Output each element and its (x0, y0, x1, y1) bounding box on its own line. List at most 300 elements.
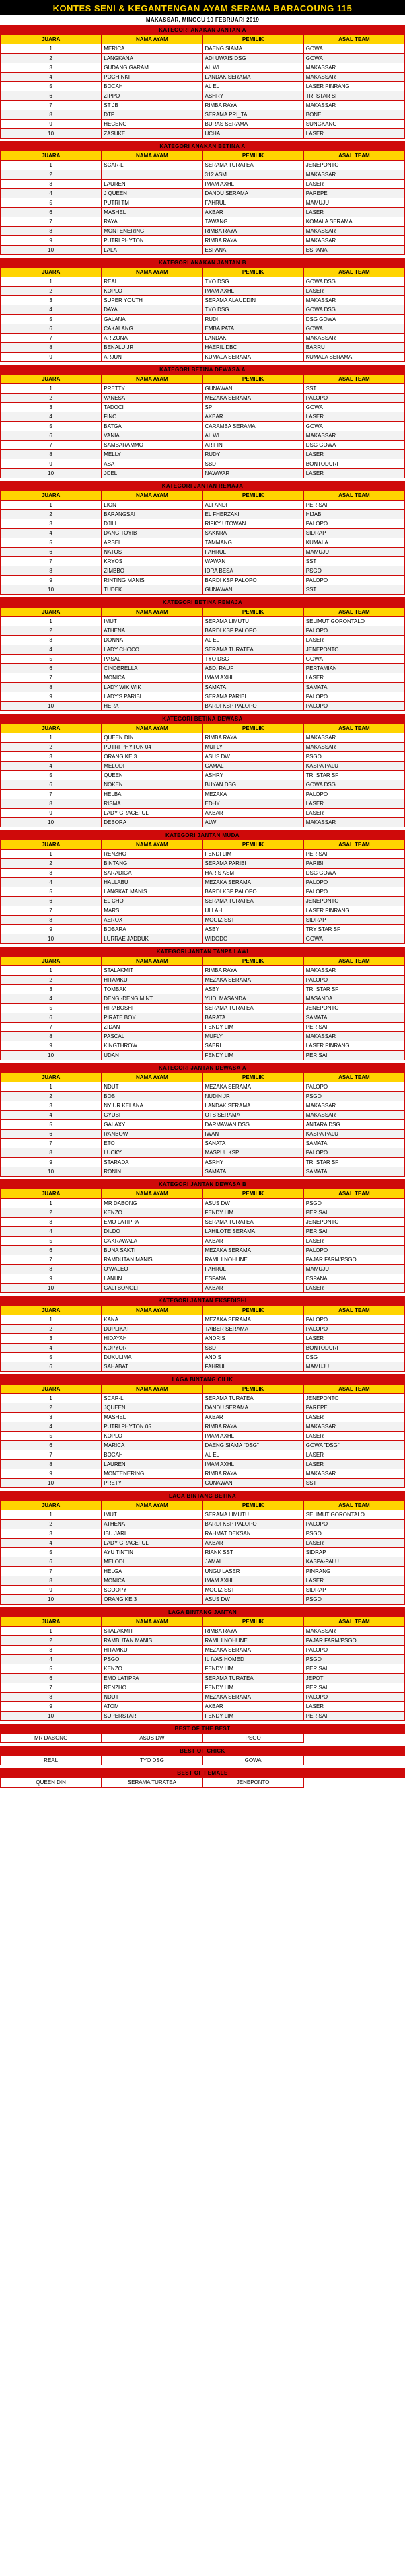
table-row (1, 1004, 405, 1013)
team-cell: SELIMUT GORONTALO (303, 617, 404, 626)
owner-cell: SERAMA ALAUDDIN (202, 296, 303, 305)
chicken-name-cell: PUTRI PHYTON 04 (102, 743, 202, 752)
owner-cell: SERAMA TURATEA (202, 645, 303, 655)
chicken-name-cell: BOCAH (102, 1450, 202, 1460)
owner-cell: AKBAR (202, 1413, 303, 1422)
column-header-0: JUARA (1, 268, 102, 277)
rank-cell: 10 (1, 1051, 102, 1060)
chicken-name-cell: PRETY (102, 1479, 202, 1488)
team-cell: MAKASSAR (303, 743, 404, 752)
table-row (1, 1664, 405, 1674)
team-cell: TRI STAR SF (303, 771, 404, 780)
owner-cell: SERAMA TURATEA (102, 1778, 202, 1788)
team-cell: KASPA PALU (303, 762, 404, 771)
category-header-row (1, 1064, 405, 1073)
table-row (1, 1432, 405, 1441)
team-cell: PARIBI (303, 859, 404, 869)
chicken-name-cell: KOPLO (102, 287, 202, 296)
team-cell: PALOPO (303, 702, 404, 711)
rank-cell: 5 (1, 1353, 102, 1362)
table-row (1, 1284, 405, 1293)
owner-cell: AKBAR (202, 1702, 303, 1712)
team-cell: PSGO (303, 1199, 404, 1208)
team-cell: JENEPONTO (303, 645, 404, 655)
rank-cell: 3 (1, 1529, 102, 1539)
team-cell: PSGO (303, 752, 404, 762)
chicken-name-cell: SUPERSTAR (102, 1712, 202, 1721)
chicken-name-cell: MONTENERING (102, 227, 202, 236)
table-row (1, 324, 405, 334)
chicken-name-cell: EL CHO (102, 897, 202, 906)
rank-cell: 8 (1, 916, 102, 925)
rank-cell: 7 (1, 557, 102, 566)
chicken-name-cell: MASHEL (102, 1413, 202, 1422)
owner-cell: FENDY LIM (202, 1683, 303, 1693)
rank-cell: 9 (1, 1041, 102, 1051)
rank-cell: 3 (1, 63, 102, 73)
rank-cell: 1 (1, 1394, 102, 1403)
table-row (1, 277, 405, 287)
table-row (1, 702, 405, 711)
team-cell: MAKASSAR (303, 1032, 404, 1041)
chicken-name-cell: LADY CHOCO (102, 645, 202, 655)
table-row (1, 82, 405, 91)
team-cell: MAKASSAR (303, 1111, 404, 1120)
table-row (1, 1413, 405, 1422)
table-row (1, 897, 405, 906)
rank-cell: 2 (1, 1092, 102, 1101)
column-header-0: JUARA (1, 1385, 102, 1394)
rank-cell: 10 (1, 934, 102, 944)
team-cell: PAJAR FARM/PSGO (303, 1636, 404, 1646)
column-header-1: NAMA AYAM (102, 1501, 202, 1510)
rank-cell: 4 (1, 1227, 102, 1237)
chicken-name-cell: ORANG KE 3 (102, 1595, 202, 1605)
chicken-name-cell: RENZHO (102, 850, 202, 859)
owner-cell: IMAM AXHL (202, 180, 303, 189)
column-header-2: PEMILIK (202, 1306, 303, 1315)
table-row (1, 673, 405, 683)
owner-cell: AKBAR (202, 1539, 303, 1548)
table-row (1, 334, 405, 343)
owner-cell: BARDI KSP PALOPO (202, 1520, 303, 1529)
rank-cell: 10 (1, 818, 102, 827)
category-title: BEST OF FEMALE (1, 1769, 405, 1778)
owner-cell: MEZAKA (202, 790, 303, 799)
chicken-name-cell: O'WALEO (102, 1265, 202, 1274)
owner-cell: OTS SERAMA (202, 1111, 303, 1120)
column-header-row (1, 268, 405, 277)
column-header-3: ASAL TEAM (303, 491, 404, 501)
team-cell: KASPA PALU (303, 1130, 404, 1139)
category-table (0, 1063, 405, 1177)
table-row (1, 934, 405, 944)
rank-cell: 10 (1, 585, 102, 595)
chicken-name-cell: LALA (102, 246, 202, 255)
category-title: KATEGORI JANTAN TANPA LAWI (1, 947, 405, 957)
table-row (1, 1092, 405, 1101)
rank-cell: 4 (1, 189, 102, 198)
category-title: KATEGORI JANTAN EKSEDISHI (1, 1296, 405, 1306)
owner-cell: FENDY LIM (202, 1208, 303, 1218)
owner-cell: FENDY LIM (202, 1051, 303, 1060)
chicken-name-cell: NDUT (102, 1693, 202, 1702)
table-row (1, 1422, 405, 1432)
chicken-name-cell: RONIN (102, 1167, 202, 1177)
chicken-name-cell: PUTRI PHYTON 05 (102, 1422, 202, 1432)
category-header-row (1, 1296, 405, 1306)
team-cell: PALOPO (303, 887, 404, 897)
owner-cell: MEZAKA SERAMA (202, 394, 303, 403)
owner-cell: AL WI (202, 63, 303, 73)
category-header-row (1, 365, 405, 375)
column-header-3: ASAL TEAM (303, 724, 404, 733)
rank-cell: 5 (1, 1432, 102, 1441)
chicken-name-cell: SARADIGA (102, 869, 202, 878)
table-row (1, 733, 405, 743)
category-table (0, 25, 405, 139)
table-row (1, 1567, 405, 1576)
column-header-2: PEMILIK (202, 375, 303, 384)
table-row (1, 655, 405, 664)
team-cell: PALOPO (303, 1693, 404, 1702)
owner-cell: RAML I NOHUNE (202, 1255, 303, 1265)
category-title: KATEGORI ANAKAN JANTAN A (1, 26, 405, 35)
rank-cell: 1 (1, 277, 102, 287)
table-row (1, 1576, 405, 1586)
team-cell: DSG GOWA (303, 441, 404, 450)
chicken-name-cell: RISMA (102, 799, 202, 809)
column-header-1: NAMA AYAM (102, 1189, 202, 1199)
chicken-name-cell: PSGO (102, 1655, 202, 1664)
rank-cell: 9 (1, 1586, 102, 1595)
chicken-name-cell: DENG -DENG MINT (102, 994, 202, 1004)
owner-cell: LAHILOTE SERAMA (202, 1227, 303, 1237)
rank-cell: 4 (1, 412, 102, 422)
column-header-row (1, 1385, 405, 1394)
rank-cell: 5 (1, 82, 102, 91)
owner-cell: ABD. RAUF (202, 664, 303, 673)
team-cell: JENEPONTO (303, 1218, 404, 1227)
column-header-1: NAMA AYAM (102, 268, 202, 277)
rank-cell: 8 (1, 1460, 102, 1469)
table-row (1, 1111, 405, 1120)
table-row (1, 548, 405, 557)
chicken-name-cell: PIRATE BOY (102, 1013, 202, 1023)
team-cell: MAMUJU (303, 198, 404, 208)
table-row (1, 161, 405, 170)
owner-cell: MEZAKA SERAMA (202, 878, 303, 887)
table-row (1, 818, 405, 827)
rank-cell: 6 (1, 1441, 102, 1450)
chicken-name-cell: MARS (102, 906, 202, 916)
team-cell: JEPOT (303, 1674, 404, 1683)
table-row (1, 1120, 405, 1130)
team-cell: PAREPE (303, 189, 404, 198)
owner-cell: ASUS DW (102, 1734, 202, 1743)
rank-cell: 7 (1, 1683, 102, 1693)
owner-cell: RIFKY UTOWAN (202, 519, 303, 529)
owner-cell: GUNAWAN (202, 1479, 303, 1488)
chicken-name-cell: ASA (102, 459, 202, 469)
team-cell: LASER (303, 1413, 404, 1422)
rank-cell: 2 (1, 626, 102, 636)
rank-cell: 3 (1, 636, 102, 645)
table-row (1, 557, 405, 566)
chicken-name-cell: SCOOPY (102, 1586, 202, 1595)
table-row (1, 887, 405, 897)
rank-cell: 2 (1, 743, 102, 752)
table-row (1, 1130, 405, 1139)
chicken-name-cell: KANA (102, 1315, 202, 1325)
rank-cell: 10 (1, 1712, 102, 1721)
table-row (1, 1227, 405, 1237)
table-row (1, 1139, 405, 1148)
rank-cell: 3 (1, 296, 102, 305)
rank-cell: 1 (1, 384, 102, 394)
chicken-name-cell: AYU TINTIN (102, 1548, 202, 1557)
column-header-3: ASAL TEAM (303, 151, 404, 161)
section-spacer (0, 1788, 405, 1790)
rank-cell: 5 (1, 538, 102, 548)
column-header-0: JUARA (1, 151, 102, 161)
owner-cell: RUDY (202, 450, 303, 459)
team-cell: PERISAI (303, 850, 404, 859)
team-cell: SIDRAP (303, 529, 404, 538)
rank-cell: 6 (1, 897, 102, 906)
owner-cell: ASHRY (202, 771, 303, 780)
team-cell: LASER (303, 469, 404, 478)
team-cell: KUMALA (303, 538, 404, 548)
team-cell: LASER (303, 1334, 404, 1344)
rank-cell: 2 (1, 1403, 102, 1413)
team-cell: PALOPO (303, 692, 404, 702)
owner-cell: SERAMA TURATEA (202, 1674, 303, 1683)
column-header-0: JUARA (1, 1501, 102, 1510)
team-cell: MAKASSAR (303, 63, 404, 73)
table-row (1, 1450, 405, 1460)
chicken-name-cell: ARSEL (102, 538, 202, 548)
table-row (1, 91, 405, 101)
chicken-name-cell: LION (102, 501, 202, 510)
column-header-3: ASAL TEAM (303, 840, 404, 850)
chicken-name-cell: ZASUKE (102, 129, 202, 139)
column-header-3: ASAL TEAM (303, 1385, 404, 1394)
rank-cell: 8 (1, 227, 102, 236)
table-row (1, 510, 405, 519)
table-row (1, 246, 405, 255)
table-row (1, 790, 405, 799)
chicken-name-cell: LADY WIK WIK (102, 683, 202, 692)
column-header-2: PEMILIK (202, 1385, 303, 1394)
table-row (1, 227, 405, 236)
team-cell: JENEPONTO (202, 1778, 303, 1788)
column-header-2: PEMILIK (202, 608, 303, 617)
column-header-row (1, 35, 405, 44)
rank-cell: 4 (1, 73, 102, 82)
page-title: KONTES SENI & KEGANTENGAN AYAM SERAMA BARACOUNG 115 (0, 0, 405, 15)
rank-cell: 3 (1, 1101, 102, 1111)
rank-cell: 5 (1, 1664, 102, 1674)
team-cell: SIDRAP (303, 1548, 404, 1557)
table-row (1, 1246, 405, 1255)
table-row (1, 198, 405, 208)
rank-cell: 6 (1, 91, 102, 101)
rank-cell: 8 (1, 1148, 102, 1158)
column-header-2: PEMILIK (202, 1501, 303, 1510)
team-cell: PALOPO (303, 1646, 404, 1655)
rank-cell: 3 (1, 519, 102, 529)
rank-cell: 8 (1, 1265, 102, 1274)
rank-cell: 1 (1, 1315, 102, 1325)
owner-cell: TAMMANG (202, 538, 303, 548)
rank-cell: 3 (1, 1218, 102, 1227)
team-cell: SST (303, 585, 404, 595)
rank-cell: 5 (1, 422, 102, 431)
chicken-name-cell: ATOM (102, 1702, 202, 1712)
owner-cell: ANDRIS (202, 1334, 303, 1344)
owner-cell: UCHA (202, 129, 303, 139)
table-row (1, 180, 405, 189)
owner-cell: IDRA BESA (202, 566, 303, 576)
owner-cell: EDHY (202, 799, 303, 809)
column-header-row (1, 608, 405, 617)
column-header-0: JUARA (1, 840, 102, 850)
category-table (0, 947, 405, 1060)
team-cell: SST (303, 557, 404, 566)
category-header-row (1, 26, 405, 35)
column-header-1: NAMA AYAM (102, 375, 202, 384)
column-header-0: JUARA (1, 1073, 102, 1082)
table-row (1, 343, 405, 353)
table-row (1, 529, 405, 538)
owner-cell: RIMBA RAYA (202, 1469, 303, 1479)
rank-cell: 2 (1, 976, 102, 985)
table-row (1, 1101, 405, 1111)
owner-cell: DAENG SIAMA "DSG" (202, 1441, 303, 1450)
table-row (1, 976, 405, 985)
table-row (1, 1218, 405, 1227)
owner-cell: TYO DSG (202, 655, 303, 664)
table-row (1, 110, 405, 120)
column-header-3: ASAL TEAM (303, 35, 404, 44)
owner-cell: BURAS SERAMA (202, 120, 303, 129)
chicken-name-cell: HIDAYAH (102, 1334, 202, 1344)
column-header-1: NAMA AYAM (102, 1073, 202, 1082)
rank-cell: 5 (1, 315, 102, 324)
owner-cell: SERAMA TURATEA (202, 1218, 303, 1227)
owner-cell: LANDAK (202, 334, 303, 343)
chicken-name-cell: HIRABOSHI (102, 1004, 202, 1013)
column-header-row (1, 1501, 405, 1510)
table-row (1, 63, 405, 73)
owner-cell: RAML I NOHUNE (202, 1636, 303, 1646)
owner-cell: NAWWAR (202, 469, 303, 478)
chicken-name-cell: GALAXY (102, 1120, 202, 1130)
table-row (1, 1460, 405, 1469)
owner-cell: ASUS DW (202, 752, 303, 762)
rank-cell: 8 (1, 450, 102, 459)
team-cell: SELIMUT GORONTALO (303, 1510, 404, 1520)
table-row (1, 538, 405, 548)
column-header-1: NAMA AYAM (102, 491, 202, 501)
team-cell: GOWA (202, 1756, 303, 1765)
table-row (1, 809, 405, 818)
chicken-name-cell: SAHABAT (102, 1362, 202, 1372)
team-cell: SST (303, 384, 404, 394)
rank-cell: 8 (1, 1576, 102, 1586)
rank-cell: 9 (1, 459, 102, 469)
team-cell: MAKASSAR (303, 227, 404, 236)
owner-cell: SANATA (202, 1139, 303, 1148)
rank-cell: 4 (1, 994, 102, 1004)
rank-cell: 5 (1, 198, 102, 208)
chicken-name-cell: CAKALANG (102, 324, 202, 334)
team-cell: SAMATA (303, 683, 404, 692)
team-cell: PALOPO (303, 519, 404, 529)
rank-cell: 1 (1, 1082, 102, 1092)
category-table (0, 1746, 405, 1765)
team-cell: LASER PINRANG (303, 906, 404, 916)
owner-cell: HAERIL DBC (202, 343, 303, 353)
category-header-row (1, 482, 405, 491)
rank-cell: 10 (1, 1167, 102, 1177)
owner-cell: BARDI KSP PALOPO (202, 702, 303, 711)
column-header-2: PEMILIK (202, 1617, 303, 1627)
rank-cell: 4 (1, 1422, 102, 1432)
table-row (1, 752, 405, 762)
chicken-name-cell: BATGA (102, 422, 202, 431)
rank-cell: 6 (1, 1246, 102, 1255)
chicken-name-cell: GUDANG GARAM (102, 63, 202, 73)
column-header-row (1, 491, 405, 501)
team-cell: LASER (303, 287, 404, 296)
team-cell: JENEPONTO (303, 1004, 404, 1013)
owner-cell: IMAM AXHL (202, 673, 303, 683)
chicken-name-cell: DUKULIMA (102, 1353, 202, 1362)
rank-cell: 2 (1, 287, 102, 296)
chicken-name-cell: GYUBI (102, 1111, 202, 1120)
rank-cell: 6 (1, 324, 102, 334)
chicken-name-cell: IBU JARI (102, 1529, 202, 1539)
table-row (1, 566, 405, 576)
chicken-name-cell: LUCKY (102, 1148, 202, 1158)
table-row (1, 692, 405, 702)
rank-cell: 1 (1, 501, 102, 510)
table-row (1, 664, 405, 673)
table-row (1, 120, 405, 129)
owner-cell: SERAMA TURATEA (202, 1394, 303, 1403)
column-header-3: ASAL TEAM (303, 375, 404, 384)
table-row (1, 1158, 405, 1167)
column-header-2: PEMILIK (202, 840, 303, 850)
team-cell: SAMATA (303, 1167, 404, 1177)
table-row (1, 1394, 405, 1403)
table-row (1, 576, 405, 585)
table-row (1, 1520, 405, 1529)
table-row (1, 925, 405, 934)
team-cell: JENEPONTO (303, 1394, 404, 1403)
team-cell: SST (303, 1479, 404, 1488)
rank-cell: 1 (1, 966, 102, 976)
chicken-name-cell: LANGKANA (102, 54, 202, 63)
chicken-name-cell: ZIDAN (102, 1023, 202, 1032)
table-row (1, 1082, 405, 1092)
table-row (1, 1334, 405, 1344)
column-header-0: JUARA (1, 724, 102, 733)
column-header-0: JUARA (1, 35, 102, 44)
team-cell: MAKASSAR (303, 733, 404, 743)
